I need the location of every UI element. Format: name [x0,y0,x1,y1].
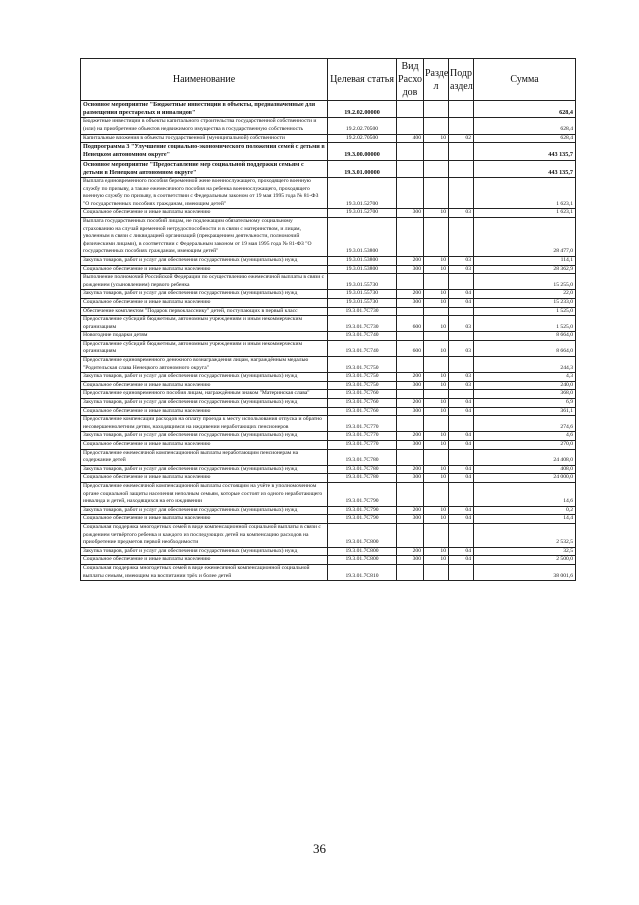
row-razdel: 10 [424,407,449,416]
row-vid: 200 [397,465,424,474]
table-row [81,465,576,474]
row-vid: 400 [397,134,424,143]
row-code: 19.3.01.7С770 [328,416,397,432]
table-row [81,474,576,483]
row-razdel: 10 [424,265,449,274]
row-razdel: 10 [424,465,449,474]
row-vid: 300 [397,381,424,390]
row-razdel [424,143,449,160]
row-code: 19.3.01.00000 [328,160,397,177]
row-name: Социальное обеспечение и иные выплаты населению [81,407,328,416]
row-name: Основное мероприятие "Бюджетные инвестиции в объекты, предназначенные для размещения престарелых и инвалидов" [81,101,328,118]
table-row [81,332,576,341]
row-code: 19.3.01.7С740 [328,332,397,341]
row-podrazdel: 04 [449,290,474,299]
row-sum: 361,1 [474,407,576,416]
row-name: Новогодние подарки детям [81,332,328,341]
table-header-row [81,59,576,101]
row-podrazdel: 04 [449,441,474,450]
row-name: Выплата государственных пособий лицам, не подлежащим обязательному социальному страхованию на случай временной нетрудоспособности и в связи с материнством, и лицам, уволенным в связи с ликвидацией организаций (прекращением деятельности, полномочий физическими лицами), в соответствии с Федеральным законом от 19 мая 1995 года № 81-ФЗ "О государственных пособиях гражданам, имеющим детей" [81,217,328,256]
row-name: Закупка товаров, работ и услуг для обеспечения государственных (муниципальных) нужд [81,399,328,408]
row-sum: 628,4 [474,134,576,143]
row-razdel [424,390,449,399]
table-row [81,556,576,565]
row-code: 19.2.02.70500 [328,134,397,143]
row-code: 19.2.02.70500 [328,118,397,134]
row-razdel: 10 [424,256,449,265]
row-podrazdel [449,178,474,209]
row-vid: 200 [397,373,424,382]
row-code: 19.3.01.7С810 [328,564,397,580]
row-name: Выполнение полномочий Российской Федерации по осуществлению ежемесячной выплаты в связи с рождением (усыновлением) первого ребенка [81,274,328,290]
row-sum: 8 664,0 [474,332,576,341]
row-code: 19.3.01.53800 [328,265,397,274]
row-name: Социальное обеспечение и иные выплаты населению [81,556,328,565]
row-vid [397,160,424,177]
row-vid: 300 [397,265,424,274]
row-name: Социальное обеспечение и иные выплаты населению [81,474,328,483]
row-podrazdel: 04 [449,547,474,556]
table-row [81,143,576,160]
row-name: Подпрограмма 3 "Улучшение социально-экономического положения семей с детьми в Ненецком автономном округе" [81,143,328,160]
row-sum: 1 623,1 [474,178,576,209]
row-name: Закупка товаров, работ и услуг для обеспечения государственных (муниципальных) нужд [81,373,328,382]
row-code: 19.3.01.7С780 [328,465,397,474]
row-code: 19.3.01.7С790 [328,515,397,524]
row-code: 19.2.02.00000 [328,101,397,118]
row-vid: 600 [397,316,424,332]
row-vid: 300 [397,474,424,483]
row-podrazdel [449,160,474,177]
row-sum: 8 664,0 [474,340,576,356]
row-name: Предоставление единовременного денежного вознаграждения лицам, награждённым медалью "Родительская слава Ненецкого автономного округа" [81,357,328,373]
row-name: Социальное обеспечение и иные выплаты населению [81,298,328,307]
header-vid: Вид Расхо дов [397,59,424,101]
row-razdel [424,217,449,256]
row-podrazdel [449,449,474,465]
row-code: 19.3.01.7С730 [328,307,397,316]
row-podrazdel: 03 [449,381,474,390]
table-row [81,441,576,450]
row-razdel: 10 [424,298,449,307]
row-vid [397,178,424,209]
row-podrazdel: 04 [449,474,474,483]
row-code: 19.3.01.7С800 [328,523,397,547]
row-razdel [424,178,449,209]
row-vid [397,217,424,256]
row-name: Социальное обеспечение и иные выплаты населению [81,381,328,390]
row-code: 19.3.01.55730 [328,298,397,307]
row-razdel: 10 [424,441,449,450]
table-row [81,506,576,515]
table-row [81,298,576,307]
table-row [81,482,576,506]
row-razdel: 10 [424,432,449,441]
row-name: Социальное обеспечение и иные выплаты населению [81,441,328,450]
row-sum: 38 001,6 [474,564,576,580]
row-podrazdel: 04 [449,298,474,307]
row-code: 19.3.01.7С750 [328,381,397,390]
row-code: 19.3.01.7С760 [328,390,397,399]
row-name: Социальное обеспечение и иные выплаты населению [81,209,328,218]
row-code: 19.3.01.7С740 [328,340,397,356]
row-razdel [424,482,449,506]
row-vid [397,101,424,118]
row-razdel [424,416,449,432]
row-name: Обеспечение комплектом "Подарок первокласснику" детей, поступающих в первый класс [81,307,328,316]
table-row [81,407,576,416]
row-razdel [424,564,449,580]
row-name: Социальная поддержка многодетных семей в виде ежемесячной компенсационной социальной выплаты семьям, имеющим на воспитании трёх и более детей [81,564,328,580]
row-vid: 300 [397,407,424,416]
row-razdel [424,307,449,316]
header-razdel: Разде л [424,59,449,101]
row-sum: 628,4 [474,118,576,134]
row-code: 19.3.01.7С760 [328,407,397,416]
table-row [81,399,576,408]
row-name: Предоставление субсидий бюджетным, автономным учреждениям и иным некоммерческим организациям [81,316,328,332]
table-row [81,118,576,134]
row-razdel: 10 [424,134,449,143]
row-sum: 408,0 [474,465,576,474]
row-podrazdel: 04 [449,556,474,565]
row-razdel: 10 [424,399,449,408]
header-podrazdel: Подр аздел [449,59,474,101]
row-vid [397,143,424,160]
row-sum: 14,4 [474,515,576,524]
row-podrazdel [449,564,474,580]
row-vid: 200 [397,506,424,515]
row-razdel [424,160,449,177]
row-sum: 15 233,0 [474,298,576,307]
row-sum: 270,0 [474,441,576,450]
row-name: Предоставление компенсации расходов на оплату проезда к месту использования отпуска и обратно несовершеннолетним детям, находящимся на иждивении неработающих пенсионеров [81,416,328,432]
row-code: 19.3.01.52700 [328,209,397,218]
row-vid: 200 [397,290,424,299]
row-razdel [424,332,449,341]
row-vid: 300 [397,556,424,565]
row-podrazdel [449,118,474,134]
row-razdel: 10 [424,515,449,524]
row-podrazdel [449,416,474,432]
row-name: Закупка товаров, работ и услуг для обеспечения государственных (муниципальных) нужд [81,465,328,474]
row-name: Социальное обеспечение и иные выплаты населению [81,265,328,274]
row-vid: 200 [397,399,424,408]
row-sum: 24 000,0 [474,474,576,483]
row-name: Закупка товаров, работ и услуг для обеспечения государственных (муниципальных) нужд [81,290,328,299]
row-razdel: 10 [424,474,449,483]
row-vid: 200 [397,256,424,265]
row-podrazdel: 04 [449,432,474,441]
row-code: 19.3.01.7С770 [328,441,397,450]
table-row [81,160,576,177]
table-row [81,564,576,580]
table-row [81,523,576,547]
row-name: Предоставление ежемесячной компенсационной выплаты состоящим на учёте в уполномоченном органе социальной защиты населения неполным семьям, которые состоят из одного неработающего инвалида и детей, находящихся на его иждивении [81,482,328,506]
row-podrazdel: 03 [449,256,474,265]
row-vid: 600 [397,340,424,356]
row-sum: 0,2 [474,506,576,515]
row-sum: 443 135,7 [474,143,576,160]
row-razdel: 10 [424,506,449,515]
row-razdel [424,274,449,290]
row-name: Социальное обеспечение и иные выплаты населению [81,515,328,524]
row-razdel: 10 [424,556,449,565]
row-name: Предоставление единовременного пособия лицам, награждённым знаком "Материнская слава" [81,390,328,399]
row-podrazdel [449,217,474,256]
row-name: Предоставление ежемесячной компенсационной выплаты неработающим пенсионерам на содержание детей [81,449,328,465]
row-sum: 244,3 [474,357,576,373]
table-row [81,547,576,556]
row-name: Закупка товаров, работ и услуг для обеспечения государственных (муниципальных) нужд [81,547,328,556]
header-name: Наименование [81,59,328,101]
row-razdel [424,449,449,465]
table-row [81,209,576,218]
table-row [81,134,576,143]
row-podrazdel: 03 [449,209,474,218]
row-code: 19.3.01.7С760 [328,399,397,408]
row-sum: 2 532,5 [474,523,576,547]
row-razdel: 10 [424,340,449,356]
row-podrazdel [449,143,474,160]
row-name: Капитальные вложения в объекты государственной (муниципальной) собственности [81,134,328,143]
row-code: 19.3.01.7С790 [328,482,397,506]
row-sum: 628,4 [474,101,576,118]
header-code: Целевая статья [328,59,397,101]
row-podrazdel: 03 [449,316,474,332]
row-razdel [424,118,449,134]
budget-table [80,58,576,581]
row-code: 19.3.01.53800 [328,217,397,256]
row-vid [397,274,424,290]
row-podrazdel [449,307,474,316]
row-vid [397,118,424,134]
row-podrazdel: 04 [449,515,474,524]
budget-document [80,58,575,581]
row-code: 19.3.01.7С770 [328,432,397,441]
row-code: 19.3.01.7С730 [328,316,397,332]
row-name: Социальная поддержка многодетных семей в виде компенсационной социальной выплаты в связи с рождением четвёртого ребенка и каждого из последующих детей на компенсацию расходов на приобретение предметов первой необходимости [81,523,328,547]
table-row [81,274,576,290]
table-row [81,178,576,209]
row-podrazdel [449,482,474,506]
table-row [81,416,576,432]
row-sum: 443 135,7 [474,160,576,177]
row-razdel: 10 [424,290,449,299]
row-sum: 6,9 [474,399,576,408]
table-row [81,449,576,465]
row-sum: 1 623,1 [474,209,576,218]
table-row [81,357,576,373]
row-sum: 14,6 [474,482,576,506]
row-razdel [424,101,449,118]
row-name: Основное мероприятие "Предоставление мер социальной поддержки семьям с детьми в Ненецком автономном округе" [81,160,328,177]
row-vid [397,564,424,580]
row-podrazdel [449,101,474,118]
row-podrazdel: 03 [449,373,474,382]
row-razdel [424,357,449,373]
row-vid: 200 [397,432,424,441]
row-vid [397,523,424,547]
row-vid: 300 [397,298,424,307]
row-razdel: 10 [424,209,449,218]
table-row [81,307,576,316]
table-row [81,290,576,299]
row-sum: 1 525,0 [474,307,576,316]
row-name: Бюджетные инвестиции в объекты капитального строительства государственной собственности и (или) на приобретение объектов недвижимого имущества в государственную собственность [81,118,328,134]
row-podrazdel: 04 [449,465,474,474]
row-podrazdel: 04 [449,407,474,416]
row-code: 19.3.01.7С790 [328,506,397,515]
row-code: 19.3.01.53800 [328,256,397,265]
row-podrazdel [449,390,474,399]
row-sum: 28 362,9 [474,265,576,274]
row-podrazdel [449,274,474,290]
row-podrazdel [449,332,474,341]
row-code: 19.3.01.7С800 [328,547,397,556]
row-code: 19.3.01.7С800 [328,556,397,565]
table-row [81,432,576,441]
row-podrazdel: 04 [449,506,474,515]
table-row [81,390,576,399]
table-row [81,256,576,265]
row-sum: 4,6 [474,432,576,441]
table-row [81,101,576,118]
row-vid [397,449,424,465]
row-sum: 1 525,0 [474,316,576,332]
row-vid [397,390,424,399]
page-number: 36 [313,841,326,856]
table-row [81,316,576,332]
row-code: 19.3.01.7С780 [328,449,397,465]
table-row [81,217,576,256]
row-vid [397,416,424,432]
row-name: Закупка товаров, работ и услуг для обеспечения государственных (муниципальных) нужд [81,256,328,265]
row-sum: 15 255,0 [474,274,576,290]
row-vid [397,307,424,316]
row-podrazdel: 04 [449,399,474,408]
row-razdel: 10 [424,381,449,390]
row-sum: 2 500,0 [474,556,576,565]
row-sum: 32,5 [474,547,576,556]
row-name: Выплата единовременного пособия беременной жене военнослужащего, проходящего военную службу по призыву, а также ежемесячного пособия на ребенка военнослужащего, проходящего военную службу по призыву, в соответствии с Федеральным законом от 19 мая 1995 года № 81-ФЗ "О государственных пособиях гражданам, имеющим детей" [81,178,328,209]
row-code: 19.3.01.7С750 [328,357,397,373]
row-code: 19.3.01.55730 [328,274,397,290]
table-row [81,381,576,390]
row-razdel [424,523,449,547]
row-podrazdel [449,357,474,373]
row-vid [397,482,424,506]
row-vid: 300 [397,441,424,450]
table-row [81,515,576,524]
row-code: 19.3.01.55730 [328,290,397,299]
row-sum: 240,0 [474,381,576,390]
row-podrazdel: 03 [449,265,474,274]
row-sum: 22,0 [474,290,576,299]
header-sum: Сумма [474,59,576,101]
row-code: 19.3.01.52700 [328,178,397,209]
row-code: 19.3.01.7С750 [328,373,397,382]
row-razdel: 10 [424,373,449,382]
row-sum: 24 408,0 [474,449,576,465]
row-vid [397,357,424,373]
row-name: Предоставление субсидий бюджетным, автономным учреждениям и иным некоммерческим организациям [81,340,328,356]
row-name: Закупка товаров, работ и услуг для обеспечения государственных (муниципальных) нужд [81,506,328,515]
row-vid: 300 [397,209,424,218]
row-razdel: 10 [424,316,449,332]
row-vid [397,332,424,341]
row-code: 19.3.00.00000 [328,143,397,160]
row-sum: 114,1 [474,256,576,265]
row-sum: 28 477,0 [474,217,576,256]
row-podrazdel: 02 [449,134,474,143]
table-row [81,265,576,274]
row-sum: 274,6 [474,416,576,432]
table-body [81,101,576,581]
row-vid: 300 [397,515,424,524]
row-podrazdel [449,523,474,547]
row-code: 19.3.01.7С780 [328,474,397,483]
row-sum: 4,3 [474,373,576,382]
row-vid: 200 [397,547,424,556]
row-razdel: 10 [424,547,449,556]
row-podrazdel: 03 [449,340,474,356]
table-row [81,340,576,356]
row-sum: 368,0 [474,390,576,399]
row-name: Закупка товаров, работ и услуг для обеспечения государственных (муниципальных) нужд [81,432,328,441]
table-row [81,373,576,382]
